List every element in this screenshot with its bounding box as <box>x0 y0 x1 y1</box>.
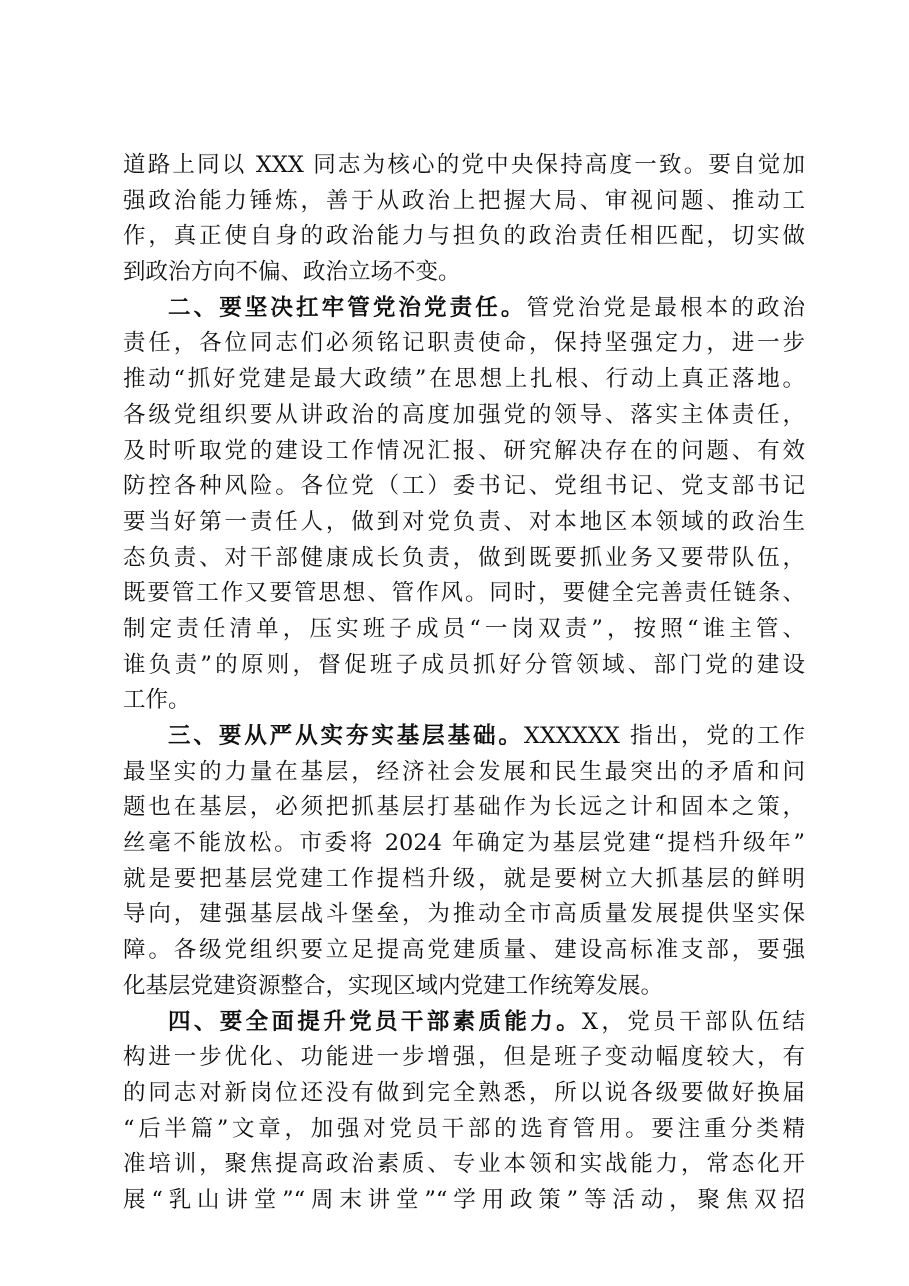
text-line: 最坚实的力量在基层，经济社会发展和民生最突出的矛盾和问 <box>123 758 805 785</box>
text-line <box>123 719 805 755</box>
text-line: 的同志对新岗位还没有做到完全熟悉，所以说各级要做好换届 <box>123 1079 805 1106</box>
text-line <box>123 1005 805 1041</box>
text-line: 要当好第一责任人，做到对党负责、对本地区本领域的政治生 <box>123 508 805 535</box>
text-line <box>123 291 805 327</box>
text-line: 化基层党建资源整合，实现区域内党建工作统筹发展。 <box>123 972 664 999</box>
paragraph-section-3 <box>123 719 805 1005</box>
text-line: 就是要把基层党建工作提档升级，就是要树立大抓基层的鲜明 <box>123 865 805 892</box>
text-line: 障。各级党组织要立足提高党建质量、建设高标准支部，要强 <box>123 937 805 964</box>
text-line: 制定责任清单，压实班子成员“一岗双责”，按照“谁主管、 <box>123 615 805 642</box>
text-line: 题也在基层，必须把抓基层打基础作为长远之计和固本之策， <box>123 794 805 821</box>
text-line: 到政治方向不偏、政治立场不变。 <box>123 259 461 286</box>
document-body <box>123 148 805 1219</box>
text-line: 道路上同以 XXX 同志为核心的党中央保持高度一致。要自觉加 <box>123 152 805 178</box>
text-line: 工作。 <box>123 687 191 714</box>
paragraph-section-4 <box>123 1005 805 1219</box>
text-fragment: X，党员干部队伍结 <box>581 1008 805 1035</box>
paragraph-section-2 <box>123 291 805 719</box>
text-line: 展“乳山讲堂”“周末讲堂”“学用政策”等活动，聚焦双招 <box>123 1186 805 1213</box>
text-line: 丝毫不能放松。市委将 2024 年确定为基层党建“提档升级年” <box>123 830 805 857</box>
text-line: 导向，建强基层战斗堡垒，为推动全市高质量发展提供坚实保 <box>123 901 805 928</box>
section-heading: 三、要从严从实夯实基层基础。 <box>168 723 524 749</box>
section-heading: 四、要全面提升党员干部素质能力。 <box>168 1008 582 1035</box>
text-line: 及时听取党的建设工作情况汇报、研究解决存在的问题、有效 <box>123 437 805 464</box>
text-line: 责任，各位同志们必须铭记职责使命，保持坚强定力，进一步 <box>123 330 805 357</box>
text-line: 既要管工作又要管思想、管作风。同时，要健全完善责任链条、 <box>123 580 805 607</box>
text-fragment: 管党治党是最根本的政治 <box>526 294 805 321</box>
text-line: 各级党组织要从讲政治的高度加强党的领导、落实主体责任， <box>123 401 805 428</box>
text-line: 作，真正使自身的政治能力与担负的政治责任相匹配，切实做 <box>123 223 805 250</box>
text-fragment: XXXXXX 指出，党的工作 <box>523 723 805 749</box>
text-line: 谁负责”的原则，督促班子成员抓好分管领域、部门党的建设 <box>123 651 805 678</box>
text-line: 推动“抓好党建是最大政绩”在思想上扎根、行动上真正落地。 <box>123 366 805 393</box>
text-line: “后半篇”文章，加强对党员干部的选育管用。要注重分类精 <box>123 1115 805 1142</box>
text-line: 态负责、对干部健康成长负责，做到既要抓业务又要带队伍， <box>123 544 805 571</box>
paragraph-continuation <box>123 148 805 291</box>
text-line: 防控各种风险。各位党（工）委书记、党组书记、党支部书记 <box>123 473 805 500</box>
text-line: 强政治能力锤炼，善于从政治上把握大局、审视问题、推动工 <box>123 187 805 214</box>
text-line: 构进一步优化、功能进一步增强，但是班子变动幅度较大，有 <box>123 1044 805 1071</box>
text-line: 准培训，聚焦提高政治素质、专业本领和实战能力，常态化开 <box>123 1151 805 1178</box>
section-heading: 二、要坚决扛牢管党治党责任。 <box>168 294 527 321</box>
